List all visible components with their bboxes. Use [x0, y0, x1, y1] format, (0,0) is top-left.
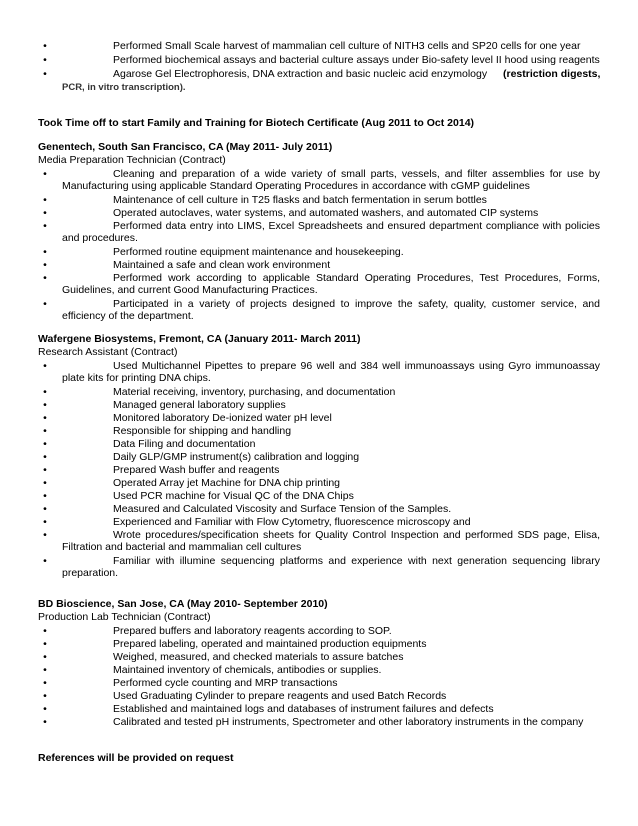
gap-heading: Took Time off to start Family and Training for Biotech Certificate (Aug 2011 to Oct 2014) — [38, 117, 475, 129]
item-text: Performed work according to applicable Standard Operating Procedures, Test Procedures, Forms, — [113, 272, 600, 284]
list-item — [38, 554, 600, 568]
bullet: • — [43, 464, 47, 476]
list-item — [38, 502, 600, 516]
item-text: Weighed, measured, and checked materials to assure batches — [113, 651, 404, 663]
list-item — [38, 450, 600, 464]
list-item — [38, 463, 600, 477]
item-text: Used Graduating Cylinder to prepare reagents and used Batch Records — [113, 690, 447, 702]
list-item — [38, 528, 600, 542]
bullet: • — [43, 703, 47, 715]
item-text: Monitored laboratory De-ionized water pH level — [113, 412, 332, 424]
bullet: • — [43, 677, 47, 689]
bullet: • — [43, 386, 47, 398]
list-item — [38, 624, 600, 638]
bullet: • — [43, 68, 47, 80]
bullet: • — [43, 438, 47, 450]
bullet: • — [43, 259, 47, 271]
list-item — [38, 689, 600, 703]
bullet: • — [43, 399, 47, 411]
bullet: • — [43, 664, 47, 676]
job-heading-genentech: Genentech, South San Francisco, CA (May 2011- July 2011) — [38, 141, 333, 153]
bullet: • — [43, 490, 47, 502]
item-text: Calibrated and tested pH instruments, Spectrometer and other laboratory instruments in the company — [113, 716, 584, 728]
list-item — [38, 476, 600, 490]
item-text: Daily GLP/GMP instrument(s) calibration and logging — [113, 451, 360, 463]
list-item — [38, 219, 600, 233]
item-text: Maintained inventory of chemicals, antibodies or supplies. — [113, 664, 382, 676]
job-heading-wafergene: Wafergene Biosystems, Fremont, CA (January 2011- March 2011) — [38, 333, 361, 345]
list-item — [38, 167, 600, 181]
item-continuation: plate kits for printing DNA chips. — [62, 372, 211, 384]
job-role-bd: Production Lab Technician (Contract) — [38, 611, 211, 623]
list-item — [38, 398, 600, 412]
bullet: • — [43, 168, 47, 180]
item-text: Performed biochemical assays and bacterial culture assays under Bio-safety level II hood using reagents — [113, 54, 600, 66]
bullet: • — [43, 716, 47, 728]
list-item — [38, 715, 600, 729]
item-text: Measured and Calculated Viscosity and Surface Tension of the Samples. — [113, 503, 452, 515]
item-text: Managed general laboratory supplies — [113, 399, 286, 411]
item-text: Wrote procedures/specification sheets for Quality Control Inspection and performed SDS page, Elisa, — [113, 529, 600, 541]
item-text: Data Filing and documentation — [113, 438, 256, 450]
bullet: • — [43, 194, 47, 206]
bullet: • — [43, 477, 47, 489]
list-item — [38, 515, 600, 529]
item-text: Operated autoclaves, water systems, and automated washers, and automated CIP systems — [113, 207, 539, 219]
item-text: Material receiving, inventory, purchasing, and documentation — [113, 386, 396, 398]
bullet: • — [43, 451, 47, 463]
job-role-wafergene: Research Assistant (Contract) — [38, 346, 178, 358]
list-item — [38, 385, 600, 399]
item-text: Cleaning and preparation of a wide variety of small parts, vessels, and filter assemblies for use by — [113, 168, 600, 180]
bullet: • — [43, 651, 47, 663]
list-item — [38, 271, 600, 285]
bullet: • — [43, 360, 47, 372]
item-continuation: preparation. — [62, 567, 119, 579]
bullet: • — [43, 298, 47, 310]
item-continuation: Filtration and bacterial and mammalian cell cultures — [62, 541, 302, 553]
list-item — [38, 359, 600, 373]
list-item — [38, 39, 600, 53]
list-item — [38, 663, 600, 677]
bullet: • — [43, 555, 47, 567]
list-item — [38, 258, 600, 272]
references-note: References will be provided on request — [38, 752, 234, 764]
item-text: Used PCR machine for Visual QC of the DNA Chips — [113, 490, 354, 502]
job-role-genentech: Media Preparation Technician (Contract) — [38, 154, 226, 166]
item-text: Prepared labeling, operated and maintained production equipments — [113, 638, 427, 650]
list-item — [38, 411, 600, 425]
list-item — [38, 297, 600, 311]
item-text: Performed cycle counting and MRP transactions — [113, 677, 338, 689]
list-item — [38, 650, 600, 664]
item-text: Prepared buffers and laboratory reagents according to SOP. — [113, 625, 392, 637]
item-continuation: PCR, in vitro transcription). — [62, 82, 186, 93]
list-item — [38, 206, 600, 220]
bullet: • — [43, 516, 47, 528]
bullet: • — [43, 503, 47, 515]
item-text: Operated Array jet Machine for DNA chip printing — [113, 477, 341, 489]
list-item — [38, 424, 600, 438]
item-continuation: Manufacturing using applicable Standard Operating Procedures in accordance with cGMP guidelines — [62, 180, 530, 192]
bullet: • — [43, 625, 47, 637]
bullet: • — [43, 272, 47, 284]
bullet: • — [43, 220, 47, 232]
bullet: • — [43, 54, 47, 66]
list-item — [38, 637, 600, 651]
bullet: • — [43, 425, 47, 437]
list-item — [38, 489, 600, 503]
bullet: • — [43, 246, 47, 258]
list-item — [38, 702, 600, 716]
item-text: Performed routine equipment maintenance and housekeeping. — [113, 246, 404, 258]
list-item — [38, 67, 600, 81]
item-text: Experienced and Familiar with Flow Cytometry, fluorescence microscopy and — [113, 516, 471, 528]
item-continuation: and procedures. — [62, 232, 138, 244]
list-item — [38, 676, 600, 690]
item-text: Familiar with illumine sequencing platforms and experience with next generation sequencing library — [113, 555, 600, 567]
item-continuation: Guidelines, and current Good Manufacturing Practices. — [62, 284, 318, 296]
item-text: Maintained a safe and clean work environment — [113, 259, 331, 271]
bullet: • — [43, 529, 47, 541]
bullet: • — [43, 412, 47, 424]
item-text: Used Multichannel Pipettes to prepare 96 well and 384 well immunoassays using Gyro immunoassay — [113, 360, 600, 372]
item-text: Performed Small Scale harvest of mammalian cell culture of NITH3 cells and SP20 cells for one year — [113, 40, 581, 52]
job-heading-bd: BD Bioscience, San Jose, CA (May 2010- September 2010) — [38, 598, 328, 610]
list-item — [38, 437, 600, 451]
bullet: • — [43, 690, 47, 702]
item-text: Established and maintained logs and databases of instrument failures and defects — [113, 703, 494, 715]
list-item — [38, 245, 600, 259]
list-item — [38, 193, 600, 207]
item-text: Agarose Gel Electrophoresis, DNA extraction and basic nucleic acid enzymology — [113, 68, 488, 80]
item-continuation: efficiency of the department. — [62, 310, 194, 322]
list-item — [38, 53, 600, 67]
bullet: • — [43, 207, 47, 219]
bullet: • — [43, 40, 47, 52]
item-text: Maintenance of cell culture in T25 flasks and batch fermentation in serum bottles — [113, 194, 487, 206]
item-text: Performed data entry into LIMS, Excel Spreadsheets and ensured department compliance with policies — [113, 220, 600, 232]
item-text: Responsible for shipping and handling — [113, 425, 292, 437]
item-text: Prepared Wash buffer and reagents — [113, 464, 280, 476]
item-text-bold: (restriction digests, — [503, 68, 601, 80]
item-text: Participated in a variety of projects designed to improve the safety, quality, customer service, and — [113, 298, 600, 310]
bullet: • — [43, 638, 47, 650]
